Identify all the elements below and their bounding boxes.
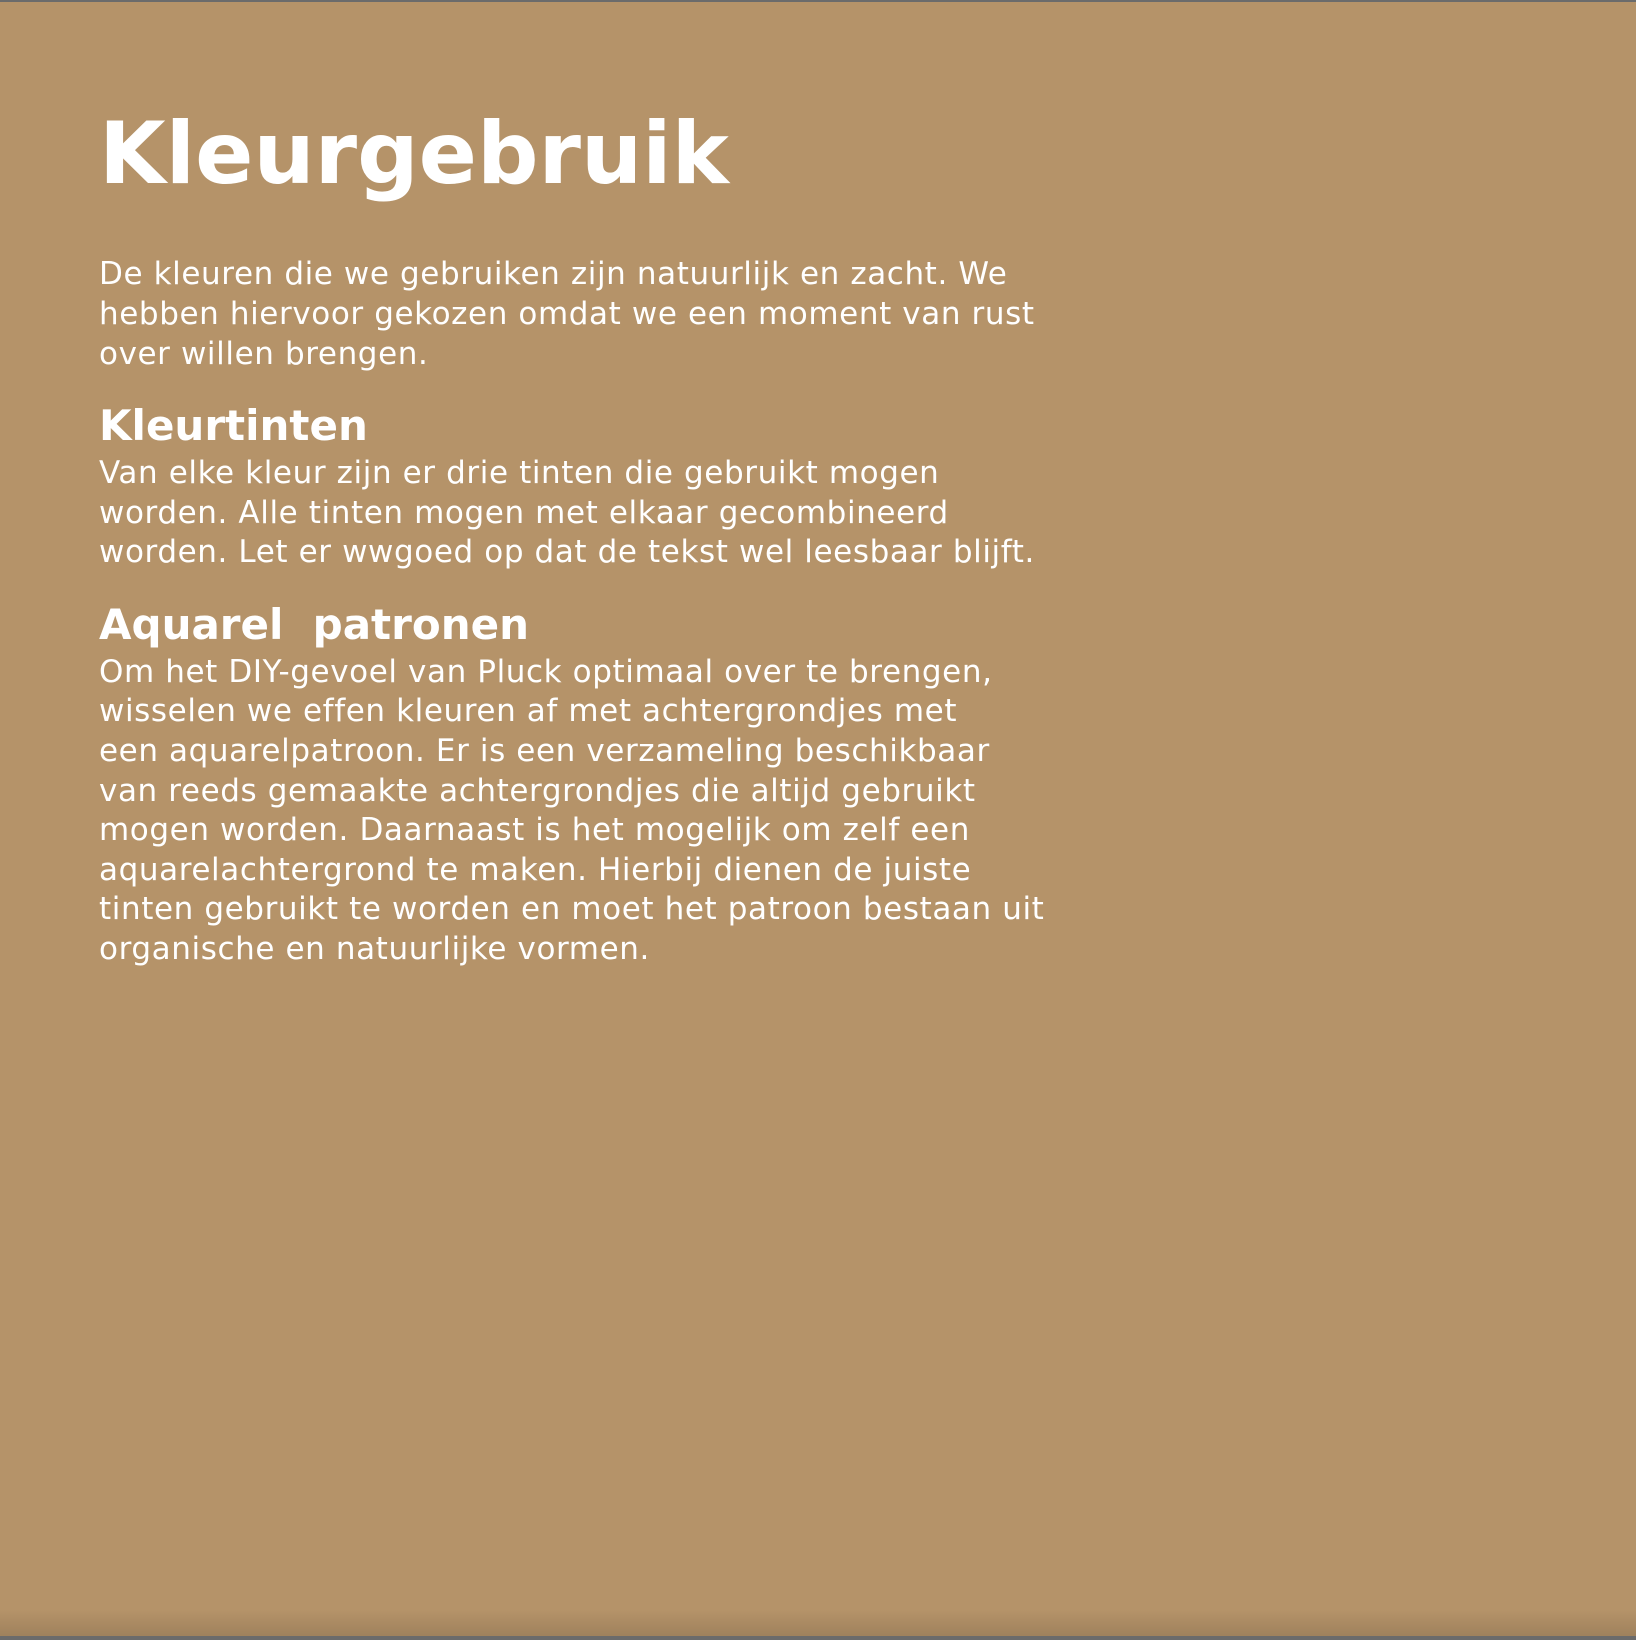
section-kleurtinten bbox=[99, 400, 1059, 573]
section-heading: Kleurtinten bbox=[99, 401, 368, 450]
section-heading: Aquarel patronen bbox=[99, 599, 529, 649]
document-page bbox=[0, 2, 1636, 1636]
page-content bbox=[99, 102, 1059, 970]
section-body: Om het DIY-gevoel van Pluck optimaal over te brengen, wisselen we effen kleuren af met achtergrondjes met een aquarelpatroon. Er is een verzameling beschikbaar van reeds gemaakte achtergrondjes die altijd gebruikt mogen worden. Daarnaast is het mogelijk om zelf een aquarelachtergrond te maken. Hierbij dienen de juiste tinten gebruikt te worden en moet het patroon bestaan uit organische en natuurlijke vormen. bbox=[99, 653, 1045, 967]
section-aquarel-patronen bbox=[99, 599, 1059, 970]
intro-paragraph: De kleuren die we gebruiken zijn natuurlijk en zacht. We hebben hiervoor gekozen omdat we een moment van rust over willen brengen. bbox=[99, 256, 1035, 372]
page-title: Kleurgebruik bbox=[99, 104, 729, 204]
section-body: Van elke kleur zijn er drie tinten die gebruikt mogen worden. Alle tinten mogen met elkaar gecombineerd worden. Let er wwgoed op dat de tekst wel leesbaar blijft. bbox=[99, 455, 1035, 571]
